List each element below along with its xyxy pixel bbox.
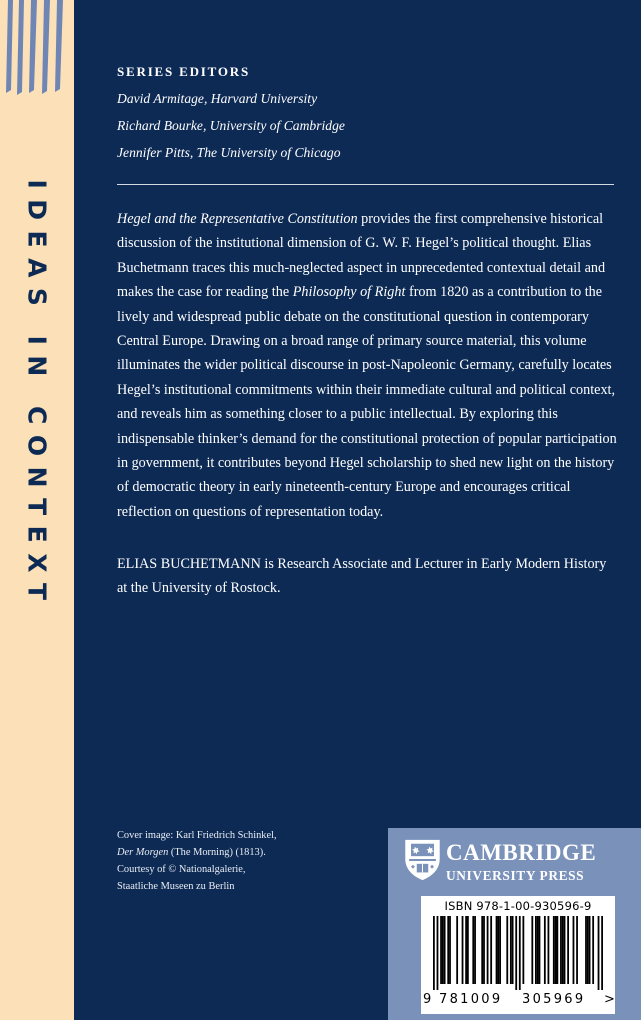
book-title: Hegel and the Representative Constitution: [117, 211, 358, 227]
barcode-bar: [474, 916, 476, 984]
barcode-bar: [506, 916, 508, 984]
editor-line: Jennifer Pitts, The University of Chicago: [117, 145, 341, 160]
barcode-bar: [585, 916, 587, 984]
barcode-bar: [553, 916, 555, 984]
barcode-bar: [560, 916, 562, 984]
painting-title: Der Morgen: [117, 847, 169, 858]
barcode-bar: [483, 916, 485, 984]
description-text-2: from 1820 as a contribution to the lively and widespread public debate on the constitutional question in contemporary Central Europe. Drawing on a broad range of primary source material, this volume illuminates the wider political discourse in post-Napoleonic Germany, carefully locates Hegel’s institutional commitments within their immediate cultural and political context, and reveals him as something closer to a public intellectual. By exploring this indispensable thinker’s demand for the constitutional protection of popular participation in government, it contributes beyond Hegel scholarship to shed new light on the history of democratic theory in early nineteenth-century Europe and encourages critical reflection on questions of representation today.: [117, 284, 617, 520]
publisher-name-line2: UNIVERSITY PRESS: [446, 868, 585, 883]
barcode-bar: [587, 916, 589, 984]
credit-line-text: (The Morning) (1813).: [168, 847, 266, 858]
description-paragraph: [117, 207, 617, 524]
barcode-bar: [522, 916, 524, 984]
barcode-bar: [576, 916, 578, 984]
barcode-bar: [497, 916, 499, 984]
barcode-bar: [573, 916, 575, 984]
barcode-bar: [444, 916, 446, 984]
series-title-vertical: [14, 180, 60, 610]
barcode-bar: [442, 916, 444, 984]
spine-stripes-decoration: [0, 0, 74, 95]
spine: [0, 0, 74, 1020]
barcode-bar: [544, 916, 546, 984]
barcode-bar: [601, 916, 603, 990]
credit-line: [117, 844, 367, 861]
author-bio-text: is Research Associate and Lecturer in Early Modern History at the University of Rostock.: [117, 556, 607, 596]
isbn-label: ISBN 978-1-00-930596-9: [444, 899, 592, 913]
editor-line: David Armitage, Harvard University: [117, 91, 318, 106]
credit-line: Courtesy of © Nationalgalerie,: [117, 864, 246, 875]
author-bio: [117, 552, 617, 600]
barcode-bar: [519, 916, 521, 990]
barcode-bar: [564, 916, 566, 984]
series-title-text: IDEAS IN CONTEXT: [22, 179, 52, 611]
barcode-bar: [556, 916, 558, 984]
barcode-bar: [467, 916, 469, 984]
barcode-arrow: >: [604, 992, 615, 1007]
publisher-name: [446, 840, 596, 884]
barcode-bar: [598, 916, 600, 990]
book-description: [117, 207, 617, 524]
barcode-bar: [539, 916, 541, 984]
barcode-bar: [433, 916, 435, 990]
barcode-lead-digit: 9: [423, 992, 432, 1007]
barcode-bar: [496, 916, 498, 984]
barcode-bars: [433, 916, 603, 990]
barcode-bar: [548, 916, 550, 984]
barcode-bar: [440, 916, 442, 984]
barcode-bar: [490, 916, 492, 984]
divider-rule: [117, 184, 614, 185]
barcode-bar: [472, 916, 474, 984]
publisher-name-line1: CAMBRIDGE: [446, 840, 597, 865]
barcode-bar: [510, 916, 512, 984]
barcode-bar: [512, 916, 514, 984]
barcode-bar: [567, 916, 569, 984]
cambridge-shield-icon: [403, 838, 442, 882]
author-name: ELIAS BUCHETMANN: [117, 556, 261, 572]
barcode-left-digits: 781009: [439, 992, 503, 1007]
barcode-bar: [515, 916, 517, 990]
description-text-1: provides the first comprehensive historical discussion of the institutional dimension of G. W. F. Hegel’s political thought. Elias Buchetmann traces this much-neglected aspect in unprecedented contextual detail and makes the case for reading the: [117, 211, 606, 301]
editor-line: Richard Bourke, University of Cambridge: [117, 118, 345, 133]
barcode-bar: [592, 916, 594, 984]
credit-line: Staatliche Museen zu Berlin: [117, 881, 235, 892]
barcode-bar: [462, 916, 464, 984]
barcode-bar: [449, 916, 451, 984]
barcode-bar: [537, 916, 539, 984]
barcode-bar: [481, 916, 483, 984]
barcode-bar: [531, 916, 533, 984]
work-title: Philosophy of Right: [292, 284, 406, 301]
barcode-bar: [535, 916, 537, 984]
credit-line: Cover image: Karl Friedrich Schinkel,: [117, 830, 277, 841]
barcode-bar: [456, 916, 458, 984]
series-editors: [117, 64, 345, 171]
barcode-bar: [499, 916, 501, 984]
publisher-panel: [388, 828, 641, 1020]
barcode-bar: [437, 916, 439, 990]
barcode-bar: [487, 916, 489, 984]
barcode-right-digits: 305969: [522, 992, 586, 1007]
series-editors-heading: SERIES EDITORS: [117, 64, 250, 79]
barcode-bar: [555, 916, 557, 984]
barcode-bar: [562, 916, 564, 984]
barcode-bar: [589, 916, 591, 984]
isbn-barcode: [421, 896, 615, 1014]
barcode-bar: [447, 916, 449, 984]
cover-image-credit: [117, 827, 367, 895]
barcode-bar: [465, 916, 467, 984]
